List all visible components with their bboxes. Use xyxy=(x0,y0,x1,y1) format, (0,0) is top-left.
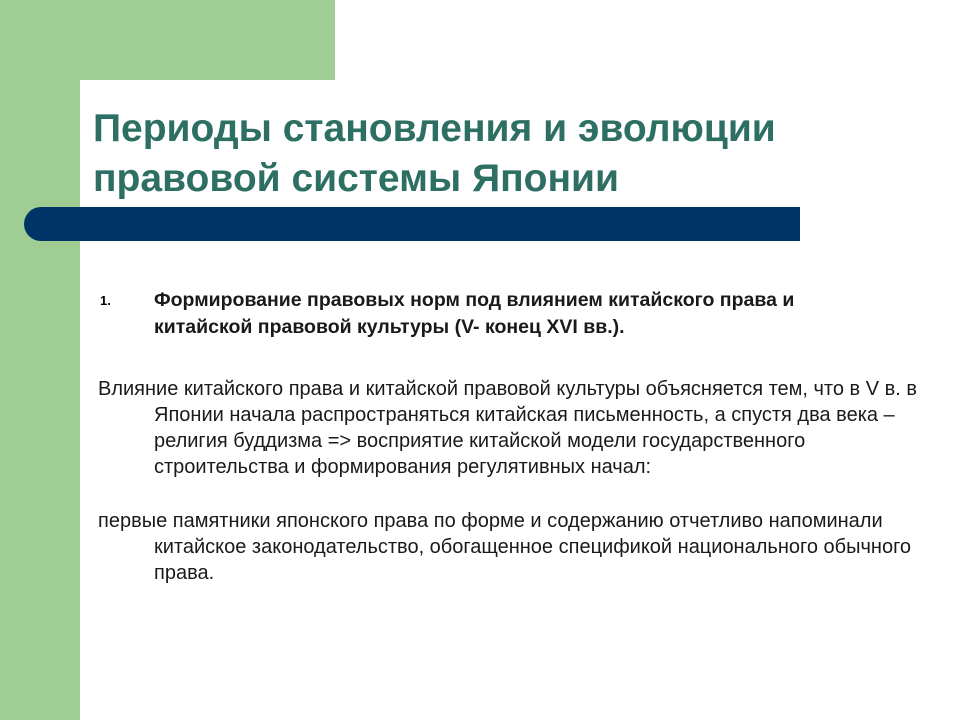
green-top-band xyxy=(80,0,335,80)
green-side-band xyxy=(0,0,80,720)
body-paragraph: первые памятники японского права по форме и содержанию отчетливо напоминали китайское законодательство, обогащенное спецификой национального обычного права. xyxy=(98,510,912,584)
slide-title: Периоды становления и эволюции правовой системы Японии xyxy=(93,107,776,200)
title-underline-bar xyxy=(24,207,800,241)
list-item-number: 1. xyxy=(100,293,111,308)
body-paragraph: Влияние китайского права и китайской правовой культуры объясняется тем, что в V в. в Японии начала распространяться китайская письменность, а спустя два века – религия буддизма => восприятие китайской модели государственного строительства и формирования регулятивных начал: xyxy=(98,378,917,478)
list-item-heading: Формирование правовых норм под влиянием китайского права и китайской правовой культуры (V- конец XVI вв.). xyxy=(154,289,795,338)
